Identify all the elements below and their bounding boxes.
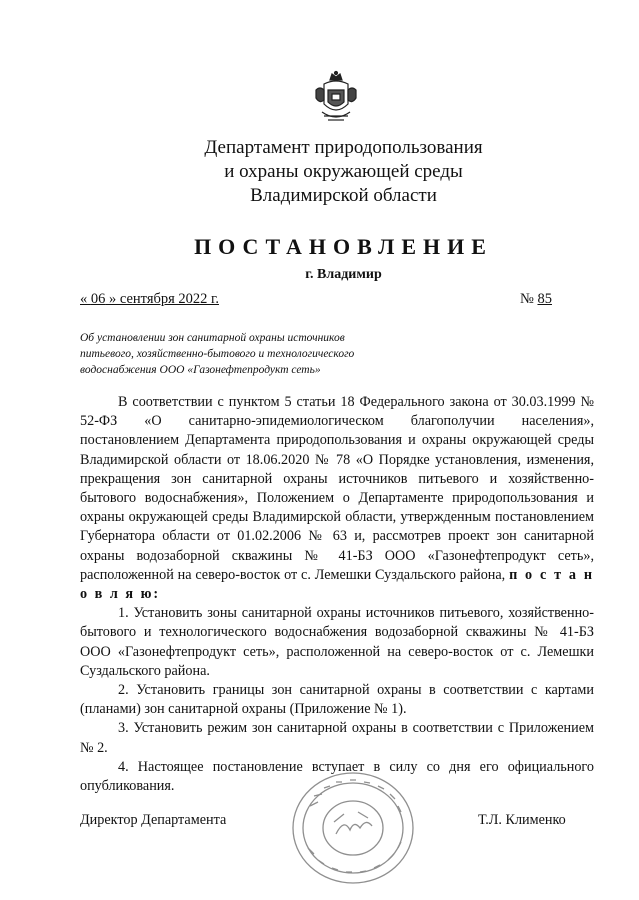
item-paragraph: 3. Установить режим зон санитарной охраны в соответствии с Приложением № 2.	[80, 720, 594, 756]
date-day: 06	[90, 291, 106, 307]
document-subject	[80, 330, 410, 378]
official-stamp-icon	[288, 768, 418, 888]
subject-line: Об установлении зон санитарной охраны источников	[80, 332, 345, 344]
subject-line: питьевого, хозяйственно-бытового и технологического	[80, 348, 355, 360]
date-rest: » сентября 2022 г.	[105, 291, 219, 307]
item-paragraph: 1. Установить зоны санитарной охраны источников питьевого, хозяйственно-бытового и технологического водоснабжения водозаборной скважины № 41-БЗ ООО «Газонефтепродукт сеть», расположенной на северо-восток от с. Лемешки Суздальского района.	[80, 605, 594, 679]
item-paragraph: 4. Настоящее постановление вступает в силу со дня его официального опубликования.	[80, 758, 594, 795]
item-paragraph: 2. Установить границы зон санитарной охраны в соответствии с картами (планами) зон санитарной охраны (Приложение № 1).	[80, 682, 594, 718]
document-number	[520, 291, 552, 308]
department-name	[80, 136, 607, 208]
signatory-position: Директор Департамента	[80, 812, 227, 828]
document-body	[80, 393, 594, 796]
department-line: Департамент природопользования	[204, 137, 483, 158]
department-line: Владимирской области	[250, 185, 437, 206]
preamble-paragraph	[80, 393, 594, 604]
date-open: «	[80, 291, 91, 307]
document-date	[80, 291, 219, 308]
preamble-text: В соответствии с пунктом 5 статьи 18 Федерального закона от 30.03.1999 № 52-ФЗ «О санитарно-эпидемиологическом благополучии населения», постановлением Департамента природопользования и охраны окружающей среды Владимирской области от 18.06.2020 № 78 «О Порядке установления, изменения, прекращения зон санитарной охраны источников питьевого и хозяйственно-бытового водоснабжения», Положением о Департаменте природопользования и охраны окружающей среды Владимирской области, утвержденным постановлением Губернатора области от 01.02.2006 № 63 и, рассмотрев проект зон санитарной охраны водозаборной скважины № 41-БЗ ООО «Газонефтепродукт сеть», расположенной на северо-восток от с. Лемешки Суздальского района,	[80, 394, 594, 583]
number-prefix: №	[520, 291, 538, 307]
signatory-name: Т.Л. Клименко	[478, 812, 566, 828]
decree-word: п о с т а н о в л я ю:	[80, 566, 594, 603]
coat-of-arms-icon	[314, 70, 358, 130]
department-line: и охраны окружающей среды	[224, 161, 463, 182]
document-city: г. Владимир	[305, 267, 382, 282]
subject-line: водоснабжения ООО «Газонефтепродукт сеть»	[80, 364, 321, 376]
document-title: ПОСТАНОВЛЕНИЕ	[194, 234, 493, 259]
number-value: 85	[537, 291, 552, 307]
